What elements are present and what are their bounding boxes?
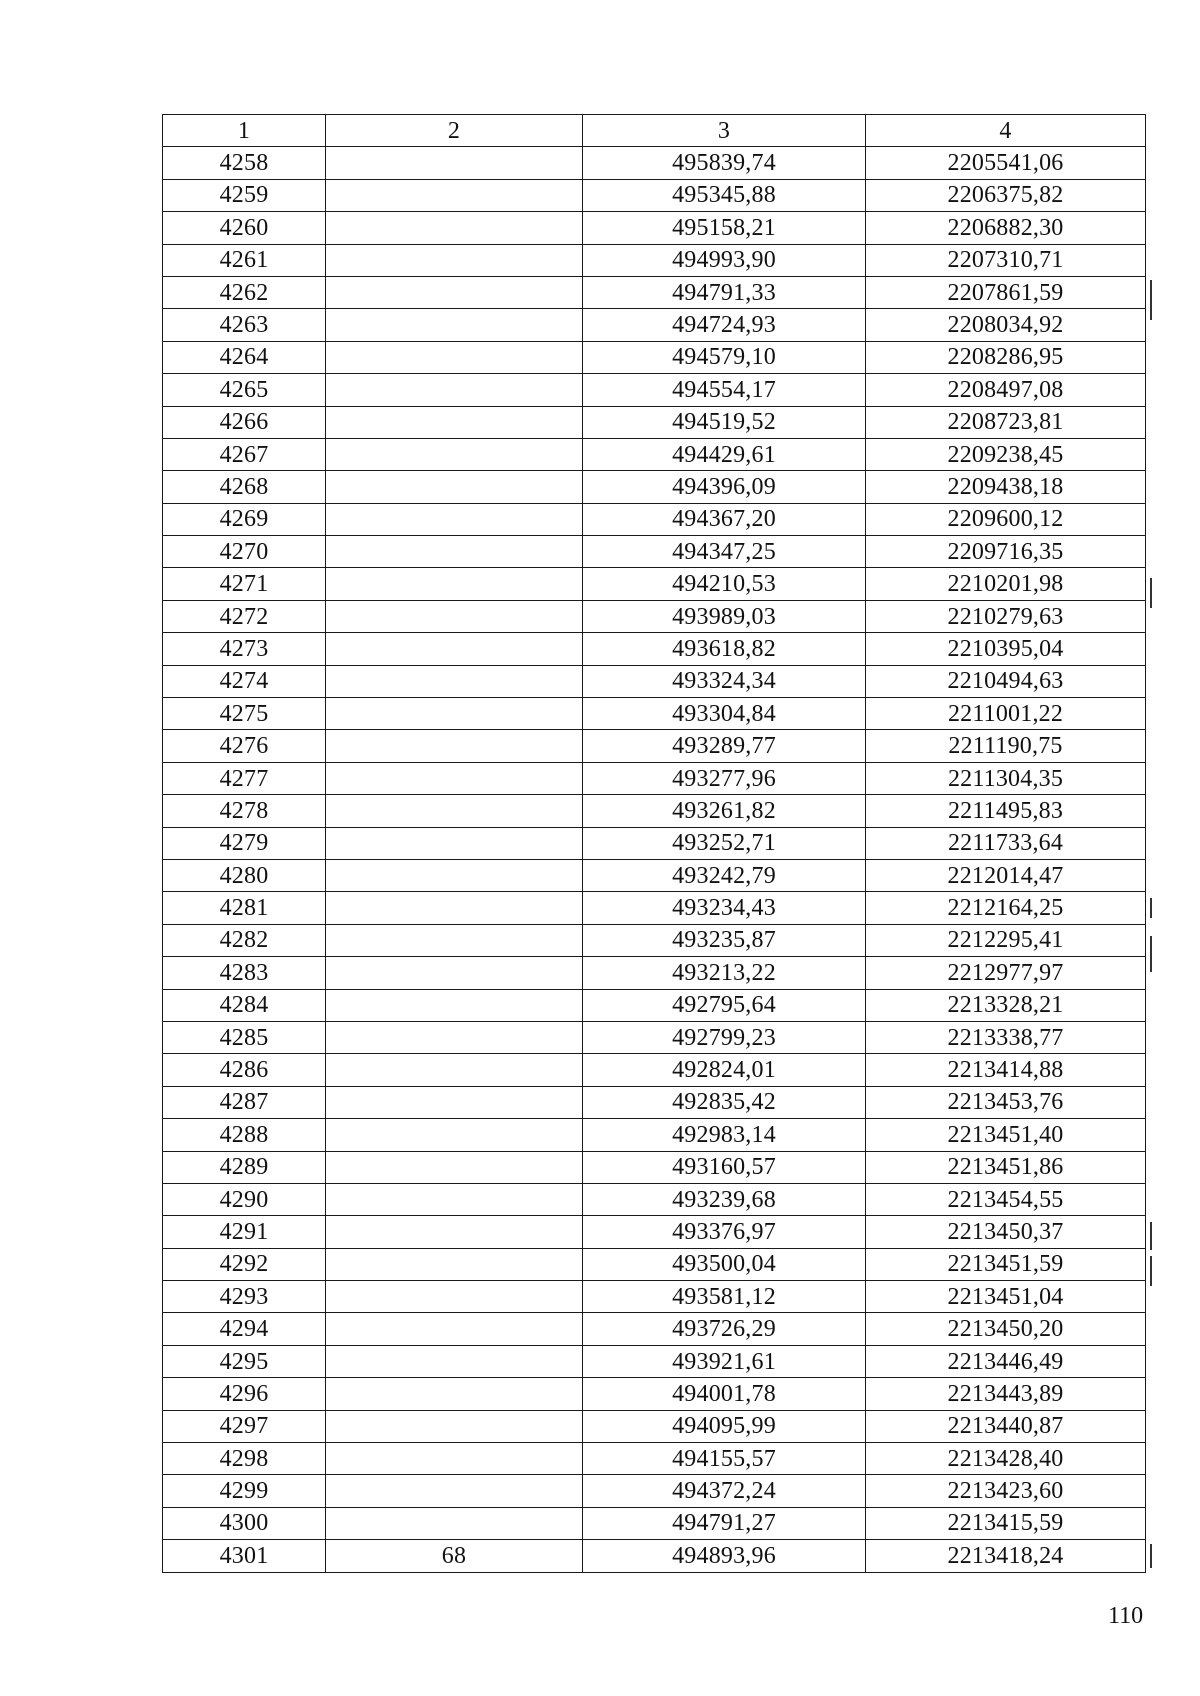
table-cell-col-1: 4300	[163, 1507, 326, 1539]
table-cell-col-3: 494210,53	[583, 568, 866, 600]
table-cell-col-2	[326, 730, 583, 762]
table-cell-col-4: 2213450,37	[866, 1216, 1146, 1248]
table-cell-col-2	[326, 1313, 583, 1345]
table-cell-col-1: 4263	[163, 309, 326, 341]
table-row	[163, 1443, 1146, 1475]
table-cell-col-3: 495345,88	[583, 179, 866, 211]
table-cell-col-3: 494429,61	[583, 438, 866, 470]
table-cell-col-1: 4295	[163, 1345, 326, 1377]
table-cell-col-3: 495839,74	[583, 147, 866, 179]
margin-mark	[1150, 1222, 1152, 1250]
table-cell-col-1: 4272	[163, 600, 326, 632]
table-cell-col-1: 4296	[163, 1378, 326, 1410]
table-cell-col-1: 4275	[163, 698, 326, 730]
table-cell-col-4: 2210201,98	[866, 568, 1146, 600]
table-cell-col-4: 2213423,60	[866, 1475, 1146, 1507]
table-row	[163, 1313, 1146, 1345]
table-cell-col-3: 493921,61	[583, 1345, 866, 1377]
table-cell-col-2	[326, 1345, 583, 1377]
table-cell-col-1: 4280	[163, 859, 326, 891]
table-row	[163, 568, 1146, 600]
table-row	[163, 633, 1146, 665]
table-row	[163, 536, 1146, 568]
table-cell-col-4: 2213451,04	[866, 1281, 1146, 1313]
table-cell-col-4: 2211495,83	[866, 795, 1146, 827]
table-row	[163, 179, 1146, 211]
table-cell-col-3: 493289,77	[583, 730, 866, 762]
table-cell-col-1: 4290	[163, 1183, 326, 1215]
table-cell-col-4: 2207861,59	[866, 276, 1146, 308]
table-cell-col-1: 4287	[163, 1086, 326, 1118]
table-cell-col-2	[326, 374, 583, 406]
table-cell-col-4: 2208497,08	[866, 374, 1146, 406]
table-cell-col-1: 4278	[163, 795, 326, 827]
table-row	[163, 1216, 1146, 1248]
table-cell-col-2	[326, 989, 583, 1021]
table-cell-col-1: 4279	[163, 827, 326, 859]
table-cell-col-1: 4294	[163, 1313, 326, 1345]
table-row	[163, 1475, 1146, 1507]
table-cell-col-3: 493581,12	[583, 1281, 866, 1313]
table-row	[163, 827, 1146, 859]
table-cell-col-4: 2212164,25	[866, 892, 1146, 924]
margin-mark	[1150, 936, 1152, 972]
table-cell-col-3: 493234,43	[583, 892, 866, 924]
header-cell-3: 3	[583, 115, 866, 147]
table-cell-col-2	[326, 568, 583, 600]
table-cell-col-1: 4291	[163, 1216, 326, 1248]
table-cell-col-4: 2209438,18	[866, 471, 1146, 503]
table-cell-col-3: 492795,64	[583, 989, 866, 1021]
table-cell-col-2: 68	[326, 1540, 583, 1572]
table-cell-col-2	[326, 212, 583, 244]
table-cell-col-2	[326, 503, 583, 535]
table-cell-col-1: 4271	[163, 568, 326, 600]
table-cell-col-1: 4301	[163, 1540, 326, 1572]
table-cell-col-2	[326, 1021, 583, 1053]
table-cell-col-2	[326, 536, 583, 568]
table-cell-col-3: 494372,24	[583, 1475, 866, 1507]
table-cell-col-1: 4282	[163, 924, 326, 956]
table-cell-col-3: 494519,52	[583, 406, 866, 438]
table-cell-col-4: 2206375,82	[866, 179, 1146, 211]
table-row	[163, 892, 1146, 924]
table-cell-col-3: 494095,99	[583, 1410, 866, 1442]
table-cell-col-2	[326, 1216, 583, 1248]
table-cell-col-4: 2209238,45	[866, 438, 1146, 470]
table-cell-col-1: 4261	[163, 244, 326, 276]
table-cell-col-2	[326, 276, 583, 308]
table-row	[163, 762, 1146, 794]
table-cell-col-4: 2213440,87	[866, 1410, 1146, 1442]
table-row	[163, 989, 1146, 1021]
table-cell-col-2	[326, 665, 583, 697]
table-cell-col-2	[326, 1119, 583, 1151]
table-cell-col-2	[326, 957, 583, 989]
table-cell-col-1: 4268	[163, 471, 326, 503]
table-cell-col-3: 492799,23	[583, 1021, 866, 1053]
table-cell-col-4: 2213446,49	[866, 1345, 1146, 1377]
table-cell-col-1: 4297	[163, 1410, 326, 1442]
table-cell-col-4: 2213415,59	[866, 1507, 1146, 1539]
table-cell-col-4: 2213418,24	[866, 1540, 1146, 1572]
table-cell-col-3: 494367,20	[583, 503, 866, 535]
table-cell-col-4: 2213443,89	[866, 1378, 1146, 1410]
table-row	[163, 1054, 1146, 1086]
table-cell-col-2	[326, 633, 583, 665]
table-cell-col-2	[326, 924, 583, 956]
table-cell-col-1: 4259	[163, 179, 326, 211]
table-row	[163, 309, 1146, 341]
table-cell-col-2	[326, 1475, 583, 1507]
table-row	[163, 957, 1146, 989]
table-cell-col-3: 493242,79	[583, 859, 866, 891]
table-cell-col-3: 493213,22	[583, 957, 866, 989]
table-row	[163, 924, 1146, 956]
table-row	[163, 406, 1146, 438]
table-cell-col-1: 4299	[163, 1475, 326, 1507]
table-cell-col-2	[326, 698, 583, 730]
table-cell-col-4: 2211304,35	[866, 762, 1146, 794]
table-cell-col-4: 2213328,21	[866, 989, 1146, 1021]
table-cell-col-3: 494791,27	[583, 1507, 866, 1539]
table-cell-col-4: 2212014,47	[866, 859, 1146, 891]
table-cell-col-3: 494579,10	[583, 341, 866, 373]
table-cell-col-3: 494893,96	[583, 1540, 866, 1572]
table-cell-col-1: 4276	[163, 730, 326, 762]
table-row	[163, 1540, 1146, 1572]
table-cell-col-3: 494993,90	[583, 244, 866, 276]
table-cell-col-1: 4269	[163, 503, 326, 535]
table-cell-col-2	[326, 1507, 583, 1539]
table-row	[163, 374, 1146, 406]
table-cell-col-3: 493376,97	[583, 1216, 866, 1248]
table-cell-col-1: 4264	[163, 341, 326, 373]
table-row	[163, 1086, 1146, 1118]
table-cell-col-4: 2213451,86	[866, 1151, 1146, 1183]
table-cell-col-2	[326, 406, 583, 438]
table-cell-col-1: 4285	[163, 1021, 326, 1053]
table-row	[163, 698, 1146, 730]
table-cell-col-3: 494155,57	[583, 1443, 866, 1475]
table-row	[163, 1183, 1146, 1215]
table-row	[163, 1151, 1146, 1183]
table-cell-col-2	[326, 244, 583, 276]
table-row	[163, 665, 1146, 697]
table-cell-col-2	[326, 600, 583, 632]
table-row	[163, 795, 1146, 827]
table-cell-col-1: 4260	[163, 212, 326, 244]
table-cell-col-1: 4293	[163, 1281, 326, 1313]
table-cell-col-2	[326, 892, 583, 924]
table-row	[163, 212, 1146, 244]
table-cell-col-1: 4281	[163, 892, 326, 924]
table-cell-col-3: 492983,14	[583, 1119, 866, 1151]
table-cell-col-1: 4292	[163, 1248, 326, 1280]
table-cell-col-4: 2213451,40	[866, 1119, 1146, 1151]
table-cell-col-3: 493726,29	[583, 1313, 866, 1345]
table-cell-col-3: 494347,25	[583, 536, 866, 568]
table-row	[163, 730, 1146, 762]
table-row	[163, 1378, 1146, 1410]
table-cell-col-4: 2206882,30	[866, 212, 1146, 244]
table-row	[163, 1248, 1146, 1280]
coordinates-table	[162, 114, 1146, 1573]
table-cell-col-4: 2213454,55	[866, 1183, 1146, 1215]
table-cell-col-2	[326, 1248, 583, 1280]
table-cell-col-1: 4277	[163, 762, 326, 794]
table-cell-col-4: 2211733,64	[866, 827, 1146, 859]
page-number: 110	[1108, 1603, 1144, 1629]
table-row	[163, 503, 1146, 535]
table-row	[163, 1507, 1146, 1539]
table-cell-col-3: 494001,78	[583, 1378, 866, 1410]
margin-mark	[1150, 898, 1152, 918]
table-cell-col-1: 4266	[163, 406, 326, 438]
table-cell-col-4: 2209716,35	[866, 536, 1146, 568]
table-cell-col-1: 4262	[163, 276, 326, 308]
table-cell-col-3: 493618,82	[583, 633, 866, 665]
table-cell-col-3: 492835,42	[583, 1086, 866, 1118]
table-cell-col-2	[326, 795, 583, 827]
table-row	[163, 1021, 1146, 1053]
header-cell-2: 2	[326, 115, 583, 147]
table-cell-col-4: 2210395,04	[866, 633, 1146, 665]
table-row	[163, 1281, 1146, 1313]
table-cell-col-2	[326, 179, 583, 211]
table-cell-col-1: 4273	[163, 633, 326, 665]
table-cell-col-2	[326, 1443, 583, 1475]
table-cell-col-1: 4270	[163, 536, 326, 568]
table-row	[163, 276, 1146, 308]
table-cell-col-3: 493235,87	[583, 924, 866, 956]
table-cell-col-4: 2211001,22	[866, 698, 1146, 730]
table-row	[163, 147, 1146, 179]
header-cell-4: 4	[866, 115, 1146, 147]
table-cell-col-2	[326, 341, 583, 373]
table-cell-col-4: 2213338,77	[866, 1021, 1146, 1053]
table-cell-col-4: 2209600,12	[866, 503, 1146, 535]
table-cell-col-3: 494791,33	[583, 276, 866, 308]
table-cell-col-2	[326, 827, 583, 859]
table-cell-col-3: 493239,68	[583, 1183, 866, 1215]
table-cell-col-3: 494724,93	[583, 309, 866, 341]
table-cell-col-3: 493252,71	[583, 827, 866, 859]
table-cell-col-3: 494554,17	[583, 374, 866, 406]
table-cell-col-3: 493277,96	[583, 762, 866, 794]
table-row	[163, 859, 1146, 891]
table-cell-col-3: 495158,21	[583, 212, 866, 244]
table-cell-col-1: 4298	[163, 1443, 326, 1475]
table-cell-col-4: 2213453,76	[866, 1086, 1146, 1118]
table-cell-col-2	[326, 859, 583, 891]
table-cell-col-4: 2205541,06	[866, 147, 1146, 179]
table-cell-col-3: 493304,84	[583, 698, 866, 730]
table-cell-col-1: 4283	[163, 957, 326, 989]
margin-mark	[1150, 1544, 1152, 1568]
table-cell-col-1: 4288	[163, 1119, 326, 1151]
table-cell-col-4: 2207310,71	[866, 244, 1146, 276]
table-cell-col-4: 2212295,41	[866, 924, 1146, 956]
table-row	[163, 1119, 1146, 1151]
table-cell-col-3: 492824,01	[583, 1054, 866, 1086]
table-cell-col-4: 2211190,75	[866, 730, 1146, 762]
table-cell-col-1: 4265	[163, 374, 326, 406]
table-cell-col-4: 2212977,97	[866, 957, 1146, 989]
coordinates-table-body	[163, 115, 1146, 1573]
table-cell-col-2	[326, 1054, 583, 1086]
table-cell-col-2	[326, 1378, 583, 1410]
table-cell-col-3: 493989,03	[583, 600, 866, 632]
margin-mark	[1150, 1256, 1152, 1286]
table-cell-col-2	[326, 762, 583, 794]
table-cell-col-3: 493261,82	[583, 795, 866, 827]
table-cell-col-2	[326, 438, 583, 470]
header-cell-1: 1	[163, 115, 326, 147]
table-cell-col-2	[326, 1086, 583, 1118]
table-cell-col-4: 2213451,59	[866, 1248, 1146, 1280]
table-cell-col-2	[326, 1151, 583, 1183]
table-row	[163, 600, 1146, 632]
header-row	[163, 115, 1146, 147]
table-cell-col-1: 4289	[163, 1151, 326, 1183]
table-cell-col-2	[326, 1281, 583, 1313]
table-cell-col-1: 4258	[163, 147, 326, 179]
table-cell-col-1: 4267	[163, 438, 326, 470]
table-cell-col-4: 2213428,40	[866, 1443, 1146, 1475]
table-cell-col-3: 494396,09	[583, 471, 866, 503]
table-cell-col-1: 4284	[163, 989, 326, 1021]
table-cell-col-3: 493160,57	[583, 1151, 866, 1183]
table-cell-col-4: 2210279,63	[866, 600, 1146, 632]
table-cell-col-3: 493324,34	[583, 665, 866, 697]
table-cell-col-4: 2213414,88	[866, 1054, 1146, 1086]
table-cell-col-2	[326, 1410, 583, 1442]
margin-mark	[1150, 280, 1152, 320]
table-cell-col-4: 2208034,92	[866, 309, 1146, 341]
table-cell-col-2	[326, 471, 583, 503]
table-cell-col-3: 493500,04	[583, 1248, 866, 1280]
table-cell-col-4: 2210494,63	[866, 665, 1146, 697]
margin-mark	[1150, 578, 1152, 608]
table-cell-col-4: 2208286,95	[866, 341, 1146, 373]
table-cell-col-1: 4286	[163, 1054, 326, 1086]
table-row	[163, 341, 1146, 373]
table-cell-col-2	[326, 309, 583, 341]
table-cell-col-4: 2213450,20	[866, 1313, 1146, 1345]
table-row	[163, 438, 1146, 470]
table-row	[163, 471, 1146, 503]
table-cell-col-4: 2208723,81	[866, 406, 1146, 438]
table-row	[163, 244, 1146, 276]
table-row	[163, 1410, 1146, 1442]
table-cell-col-2	[326, 1183, 583, 1215]
table-row	[163, 1345, 1146, 1377]
table-cell-col-1: 4274	[163, 665, 326, 697]
table-cell-col-2	[326, 147, 583, 179]
